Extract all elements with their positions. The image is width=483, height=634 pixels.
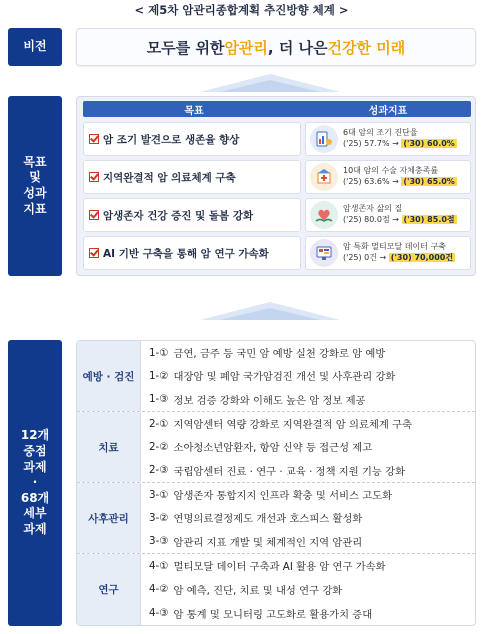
task-text: 대장암 및 폐암 국가암검진 개선 및 사후관리 강화 — [173, 371, 396, 384]
task-group — [77, 412, 475, 482]
tasks-label-line: 과제 — [23, 521, 47, 536]
goal-row — [83, 198, 471, 232]
hospital-map-icon — [310, 163, 338, 191]
goals-label-line: 목표 — [23, 154, 47, 169]
task-code: 1-① — [149, 346, 169, 359]
kpi-target: ('30) 70,000건 — [390, 253, 454, 262]
tasks-label-line: 12개 — [20, 428, 50, 443]
kpi-title: 10대 암의 수술 자체충족률 — [343, 166, 439, 176]
task-item — [149, 582, 475, 597]
goals-label — [8, 96, 62, 276]
tasks-label-line: 중점 — [23, 444, 47, 459]
task-item — [149, 368, 475, 383]
page-title: < 제5차 암관리종합계획 추진방향 체계 > — [134, 3, 349, 17]
task-code: 2-② — [149, 440, 169, 453]
tasks-label-line: 과제 — [23, 459, 47, 474]
goal-text: AI 기반 구축을 통해 암 연구 가속화 — [103, 247, 269, 260]
goal-row — [83, 160, 471, 194]
task-item — [149, 558, 475, 573]
vision-text-highlight-2: 건강한 미래 — [327, 38, 406, 57]
up-arrow-icon — [200, 72, 340, 92]
task-text: 국립암센터 진료 · 연구 · 교육 · 정책 지원 기능 강화 — [173, 465, 406, 478]
task-text: 암생존자 통합지지 인프라 확충 및 서비스 고도화 — [173, 490, 393, 503]
goal-text: 암생존자 건강 증진 및 돌봄 강화 — [103, 209, 254, 222]
kpi-baseline: ('25) 63.6% → — [343, 177, 402, 186]
task-code: 3-① — [149, 488, 169, 501]
task-category: 사후관리 — [77, 483, 141, 553]
tasks-label-line: · — [32, 475, 38, 490]
kpi-target: ('30) 65.0% — [403, 177, 455, 186]
task-text: 연명의료결정제도 개선과 호스피스 활성화 — [173, 513, 363, 526]
vision-text-highlight-1: 암관리 — [224, 38, 268, 57]
task-code: 2-① — [149, 417, 169, 430]
goal-cell — [83, 236, 301, 270]
task-code: 3-③ — [149, 535, 169, 548]
checkbox-icon — [89, 210, 99, 220]
task-item — [149, 606, 475, 621]
goal-row — [83, 122, 471, 156]
task-code: 2-③ — [149, 464, 169, 477]
task-group — [77, 483, 475, 553]
goal-column-header: 목표 — [184, 105, 204, 117]
tasks-panel — [76, 340, 476, 626]
goal-cell — [83, 122, 301, 156]
task-category: 예방 · 검진 — [77, 341, 141, 411]
task-item — [149, 345, 475, 360]
goal-cell — [83, 160, 301, 194]
vision-statement — [76, 28, 476, 66]
kpi-target: ('30) 85.0점 — [403, 215, 455, 224]
checkbox-icon — [89, 134, 99, 144]
task-group — [77, 554, 475, 625]
task-item — [149, 534, 475, 549]
clipboard-chart-icon — [310, 125, 338, 153]
tasks-label-line: 68개 — [20, 490, 50, 505]
task-code: 4-① — [149, 559, 169, 572]
task-code: 4-③ — [149, 607, 169, 620]
task-code: 3-② — [149, 511, 169, 524]
vision-label — [8, 28, 62, 66]
kpi-title: 암 특화 멀티모달 데이터 구축 — [343, 242, 446, 252]
task-text: 지역암센터 역량 강화로 지역완결적 암 의료체계 구축 — [173, 419, 412, 432]
goals-panel — [76, 96, 476, 276]
kpi-baseline: ('25) 57.7% → — [343, 139, 402, 148]
task-text: 소아청소년암환자, 항암 신약 등 접근성 제고 — [173, 442, 373, 455]
vision-text-pre: 모두를 위한 — [146, 38, 225, 57]
task-text: 암관리 지표 개발 및 체계적인 지역 암관리 — [173, 536, 363, 549]
goals-label-line: 지표 — [23, 201, 47, 216]
kpi-cell — [305, 198, 471, 232]
task-text: 암 통계 및 모니터링 고도화로 활용가치 증대 — [173, 608, 373, 621]
goals-label-line: 성과 — [23, 186, 47, 200]
checkbox-icon — [89, 172, 99, 182]
vision-label-text: 비전 — [23, 39, 47, 54]
kpi-baseline: ('25) 80.0점 → — [343, 215, 402, 224]
goal-text: 암 조기 발견으로 생존율 향상 — [103, 133, 240, 146]
kpi-cell — [305, 236, 471, 270]
goal-row — [83, 236, 471, 270]
task-category: 연구 — [77, 554, 141, 625]
kpi-column-header: 성과지표 — [368, 105, 408, 117]
task-group — [77, 341, 475, 411]
task-code: 1-③ — [149, 393, 169, 406]
vision-text-mid: , 더 나은 — [267, 38, 328, 57]
task-item — [149, 463, 475, 478]
task-text: 멀티모달 데이터 구축과 AI 활용 암 연구 가속화 — [173, 561, 386, 574]
kpi-title: 6대 암의 조기 진단율 — [343, 128, 418, 138]
task-item — [149, 510, 475, 525]
data-screen-icon — [310, 239, 338, 267]
kpi-title: 암생존자 삶의 질 — [343, 204, 403, 214]
up-arrow-icon — [200, 300, 340, 320]
tasks-label — [8, 340, 62, 626]
task-item — [149, 487, 475, 502]
goal-text: 지역완결적 암 의료체계 구축 — [103, 171, 236, 184]
task-text: 정보 검증 강화와 이해도 높은 암 정보 제공 — [173, 394, 366, 407]
kpi-cell — [305, 160, 471, 194]
task-item — [149, 439, 475, 454]
task-code: 1-② — [149, 369, 169, 382]
task-text: 금연, 금주 등 국민 암 예방 실천 강화로 암 예방 — [173, 348, 386, 361]
goals-header — [83, 101, 471, 117]
kpi-cell — [305, 122, 471, 156]
task-category: 치료 — [77, 412, 141, 482]
goals-label-line: 및 — [29, 170, 41, 185]
kpi-target: ('30) 60.0% — [403, 139, 455, 148]
task-text: 암 예측, 진단, 치료 및 내성 연구 강화 — [173, 584, 343, 597]
task-code: 4-② — [149, 583, 169, 596]
checkbox-icon — [89, 248, 99, 258]
kpi-baseline: ('25) 0건 → — [343, 253, 389, 262]
goal-cell — [83, 198, 301, 232]
task-item — [149, 416, 475, 431]
task-item — [149, 392, 475, 407]
tasks-label-line: 세부 — [23, 506, 47, 521]
caring-hands-icon — [310, 201, 338, 229]
